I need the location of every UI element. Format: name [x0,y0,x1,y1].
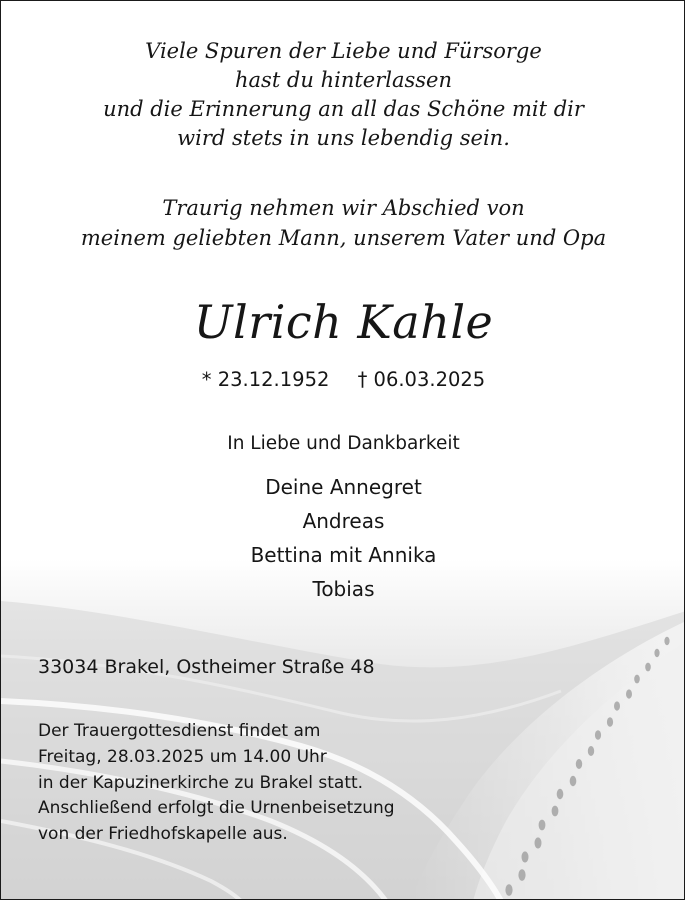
notice-content [1,1,685,900]
service-line: Anschließend erfolgt die Urnenbeisetzung [38,798,395,819]
mourner-name: Andreas [302,509,385,533]
service-info [38,719,395,848]
family-address: 33034 Brakel, Ostheimer Straße 48 [38,656,375,678]
poem-line: wird stets in uns lebendig sein. [177,126,510,150]
service-line: Freitag, 28.03.2025 um 14.00 Uhr [38,746,327,767]
life-dates [1,367,685,393]
intro-line: meinem geliebten Mann, unserem Vater und Opa [80,226,607,250]
mourners-list [1,470,685,606]
birth-date: * 23.12.1952 [201,368,330,391]
poem-line: und die Erinnerung an all das Schöne mit dir [103,97,584,121]
death-date: † 06.03.2025 [357,368,486,391]
poem-line: Viele Spuren der Liebe und Fürsorge [145,39,542,63]
poem-line: hast du hinterlassen [235,68,452,92]
mourner-name: Tobias [312,577,375,601]
farewell-intro [1,193,685,253]
service-line: Der Trauergottesdienst findet am [38,721,321,741]
memorial-poem [1,37,685,153]
service-line: von der Friedhofskapelle aus. [38,824,288,845]
service-line: in der Kapuzinerkirche zu Brakel statt. [38,772,364,793]
deceased-name: Ulrich Kahle [193,295,494,349]
mourner-name: Deine Annegret [265,475,422,499]
intro-line: Traurig nehmen wir Abschied von [162,196,525,220]
signoff-text: In Liebe und Dankbarkeit [227,433,460,454]
mourner-name: Bettina mit Annika [250,543,437,567]
